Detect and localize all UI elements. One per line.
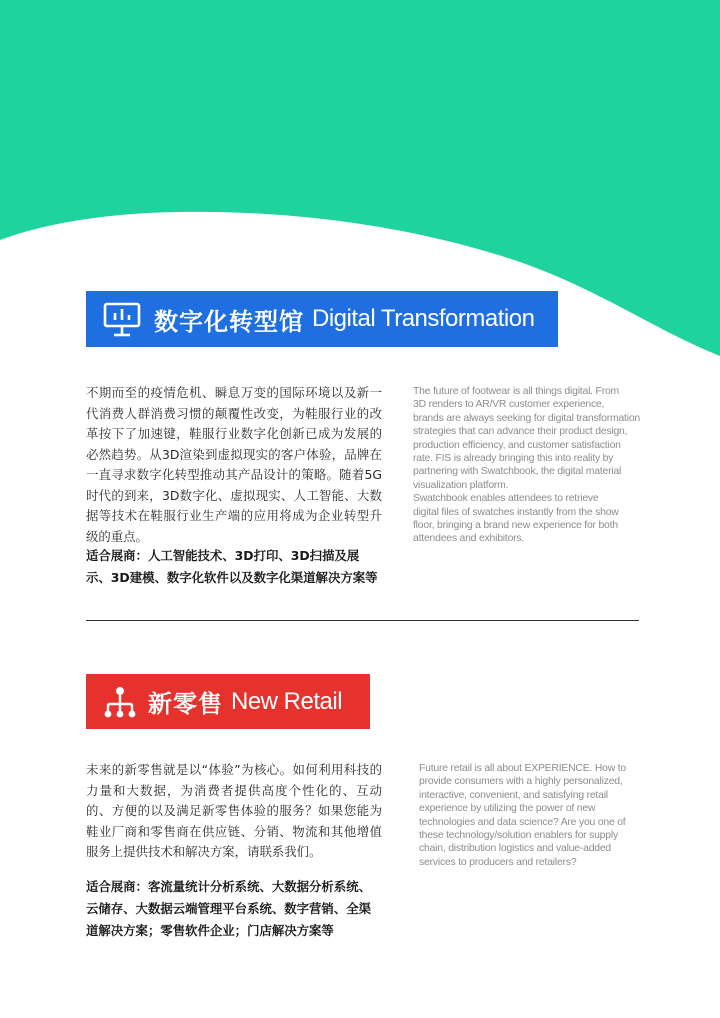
presentation-chart-icon (100, 297, 144, 341)
text-line: Future retail is all about EXPERIENCE. How to (419, 763, 626, 774)
section-title-zh: 数字化转型馆 (154, 307, 304, 336)
section1-exhibitors-zh: 适合展商：人工智能技术、3D打印、3D扫描及展示、3D建模、数字化软件以及数字化渠道解决方案等 (86, 548, 378, 585)
text-line: 3D renders to AR/VR customer experience, (413, 399, 605, 411)
text-line: technologies and data science? Are you one of (419, 816, 626, 828)
text-line: The future of footwear is all things digital. From (413, 386, 619, 397)
text-line: production efficiency, and customer satisfaction (413, 439, 621, 451)
text-line: brands are always seeking for digital transformation (413, 412, 640, 424)
section2-exhibitors-zh: 适合展商：客流量统计分析系统、大数据分析系统、云储存、大数据云端管理平台系统、数字营销、全渠道解决方案；零售软件企业；门店解决方案等 (86, 879, 371, 938)
section-title-zh: 新零售 (148, 690, 223, 718)
text-line: digital files of swatches instantly from the show (413, 506, 619, 518)
new-retail-banner (86, 674, 370, 729)
text-line: chain, distribution logistics and value-added (419, 843, 612, 855)
text-line: provide consumers with a highly personalized, (419, 776, 623, 788)
text-line: interactive, convenient, and satisfying retail (419, 789, 608, 801)
section1-body-en (413, 385, 653, 546)
text-line: strategies that can advance their product design, (413, 426, 628, 438)
section2-body-zh: 未来的新零售就是以“体验”为核心。如何利用科技的力量和大数据，为消费者提供高度个性化的、互动的、方便的以及满足新零售体验的服务？如果您能为鞋业厂商和零售商在供应链、分销、物流和其他增值服务上提供技术和解决方案，请联系我们。 (86, 762, 382, 859)
text-line: Swatchbook enables attendees to retrieve (413, 493, 599, 505)
section-title-en: New Retail (231, 687, 343, 715)
section-divider (86, 620, 639, 621)
text-line: these technology/solution enablers for supply (419, 830, 618, 842)
text-line: visualization platform. (413, 479, 509, 491)
section2-body-en (419, 762, 659, 869)
text-line: attendees and exhibitors. (413, 533, 525, 545)
section1-body-zh: 不期而至的疫情危机、瞬息万变的国际环境以及新一代消费人群消费习惯的颠覆性改变，为鞋服行业的改革按下了加速键，鞋服行业数字化创新已成为发展的必然趋势。从3D渲染到虚拟现实的客户体验，品牌在一直寻求数字化转型推动其产品设计的策略。随着5G时代的到来，3D数字化、虚拟现实、人工智能、大数据等技术在鞋服行业生产端的应用将成为企业转型升级的重点。 (86, 385, 382, 544)
text-line: rate. FIS is already bringing this into reality by (413, 453, 614, 465)
text-line: experience by utilizing the power of new (419, 803, 596, 815)
text-line: partnering with Swatchbook, the digital material (413, 466, 622, 478)
text-line: services to producers and retailers? (419, 856, 577, 868)
section-title-en: Digital Transformation (312, 305, 535, 332)
text-line: floor, bringing a brand new experience for both (413, 520, 618, 532)
network-nodes-icon (100, 682, 140, 722)
digital-transformation-banner (86, 291, 558, 347)
